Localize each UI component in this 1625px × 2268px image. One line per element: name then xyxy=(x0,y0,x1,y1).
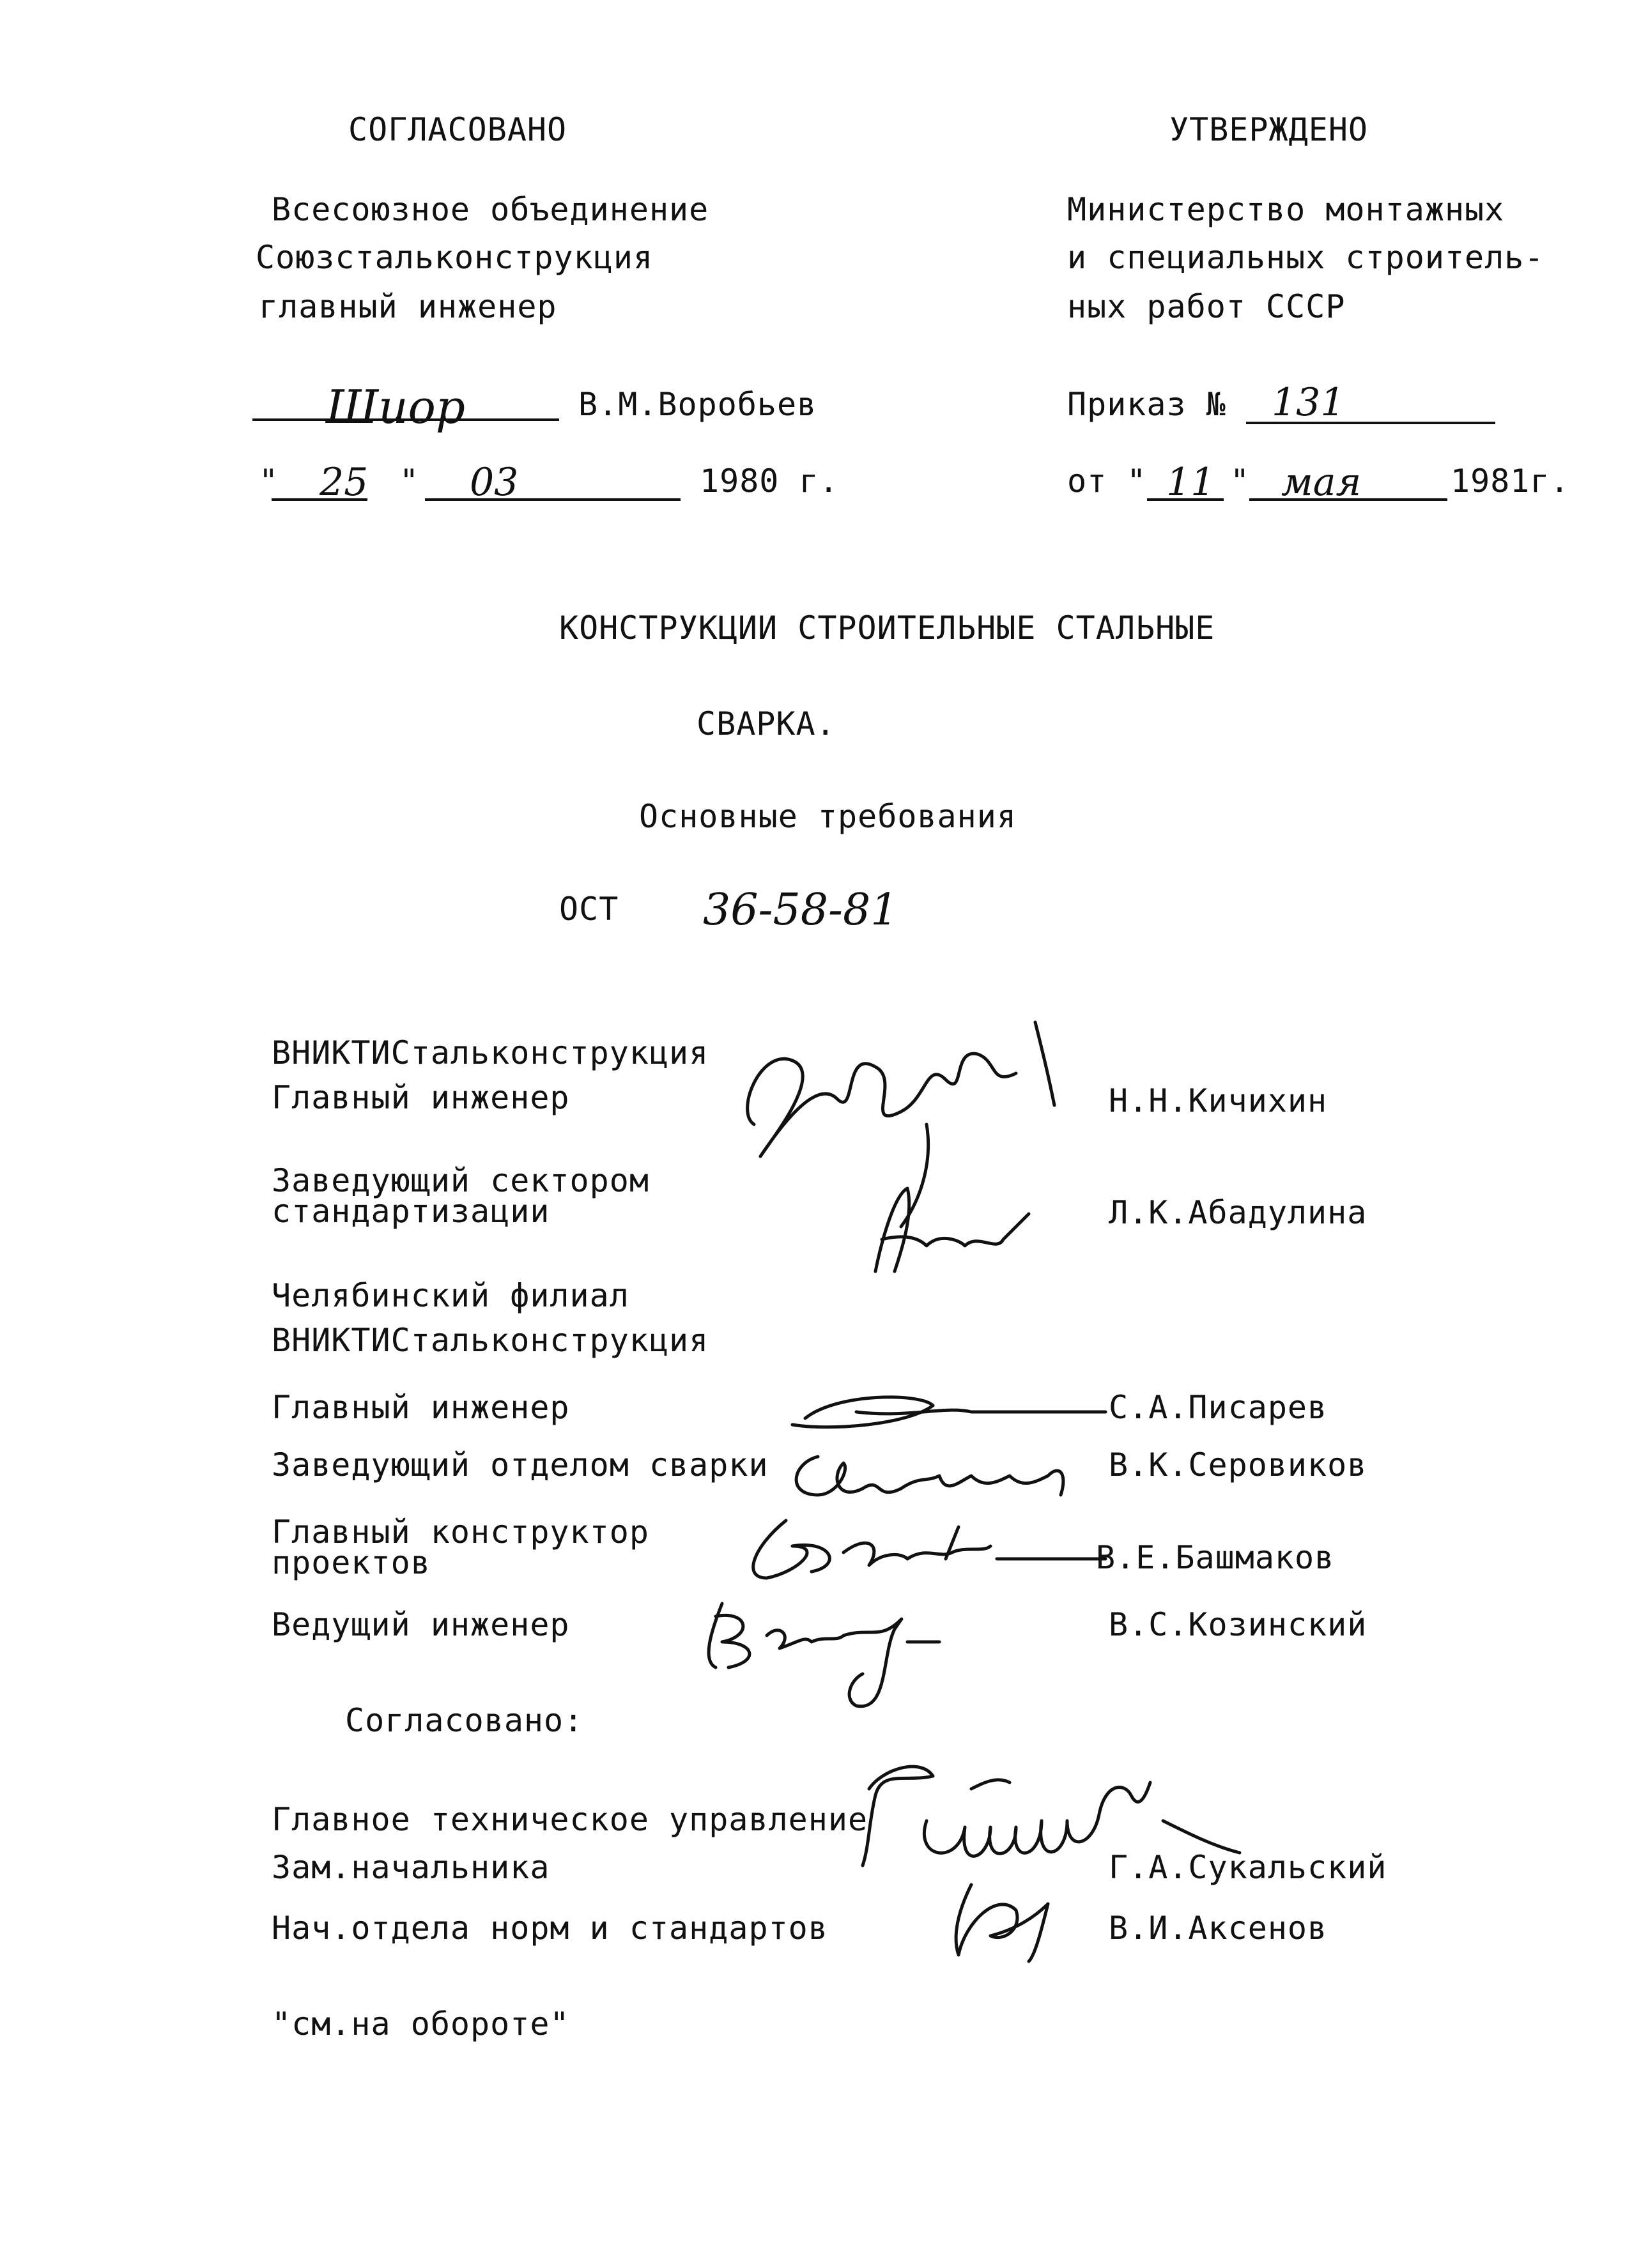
sig1-position: Главный инженер xyxy=(272,1079,570,1116)
sig4-position: Главный инженер xyxy=(272,1389,570,1426)
document-title: КОНСТРУКЦИИ СТРОИТЕЛЬНЫЕ СТАЛЬНЫЕ xyxy=(559,609,1215,647)
right-date-mid-quote: " xyxy=(1230,463,1251,500)
left-signer-name: В.М.Воробьев xyxy=(578,386,817,423)
right-org-line-1: Министерство монтажных xyxy=(1067,191,1505,228)
sig2-name: Л.К.Абадулина xyxy=(1109,1194,1367,1231)
sig6-position-line2: проектов xyxy=(272,1544,431,1581)
signature-abadulina xyxy=(869,1169,1035,1278)
right-date-day: 11 xyxy=(1166,460,1215,505)
right-header-title: УТВЕРЖДЕНО xyxy=(1169,111,1369,148)
left-signature: Шиор xyxy=(326,380,465,434)
agreed-label: Согласовано: xyxy=(345,1702,584,1739)
agreed-entry2-position: Нач.отдела норм и стандартов xyxy=(272,1910,828,1947)
signature-serovikov xyxy=(780,1437,1080,1508)
sig2-position-line2: стандартизации xyxy=(272,1193,550,1230)
sig6-position-line1: Главный конструктор xyxy=(272,1513,649,1551)
document-subtitle: СВАРКА. xyxy=(697,705,836,742)
sig4-name: С.А.Писарев xyxy=(1109,1389,1328,1426)
sig7-name: В.С.Козинский xyxy=(1109,1606,1367,1643)
sig5-position: Заведующий отделом сварки xyxy=(272,1446,769,1483)
sig6-name: В.Е.Башмаков xyxy=(1096,1539,1335,1576)
agreed-org: Главное техническое управление xyxy=(272,1801,868,1838)
signature-kozinsky xyxy=(697,1584,984,1719)
agreed-entry2-name: В.И.Аксенов xyxy=(1109,1910,1328,1947)
order-label: Приказ № xyxy=(1067,386,1226,423)
left-org-line-2: Союзстальконструкция xyxy=(256,239,654,276)
left-date-year: 1980 г. xyxy=(700,463,839,500)
right-date-month: мая xyxy=(1281,460,1362,505)
left-org-line-1: Всесоюзное объединение xyxy=(272,191,709,228)
signature-pisarev xyxy=(780,1386,1112,1444)
sig1-name: Н.Н.Кичихин xyxy=(1109,1082,1328,1119)
document-subject: Основные требования xyxy=(639,798,1017,835)
document-code-number: 36-58-81 xyxy=(703,885,898,935)
right-org-line-2: и специальных строитель- xyxy=(1067,239,1544,276)
left-date-day: 25 xyxy=(320,460,369,505)
right-date-prefix: от " xyxy=(1067,463,1147,500)
left-date-open-quote: " xyxy=(259,463,279,500)
footer-note: "см.на обороте" xyxy=(272,2005,570,2042)
left-date-month-line xyxy=(425,498,681,501)
order-number: 131 xyxy=(1272,380,1345,425)
left-org-line-3: главный инженер xyxy=(259,288,557,325)
sig3-org-line1: Челябинский филиал xyxy=(272,1277,629,1314)
left-date-mid-quote: " xyxy=(399,463,420,500)
left-date-month: 03 xyxy=(470,460,519,505)
agreed-entry1-position: Зам.начальника xyxy=(272,1849,550,1886)
document-code-label: ОСТ xyxy=(559,891,619,928)
right-date-year: 1981г. xyxy=(1451,463,1570,500)
sig2-position-line1: Заведующий сектором xyxy=(272,1162,649,1199)
sig5-name: В.К.Серовиков xyxy=(1109,1446,1367,1483)
sig3-org-line2: ВНИКТИСтальконструкция xyxy=(272,1322,709,1359)
left-header-title: СОГЛАСОВАНО xyxy=(348,111,567,148)
sig7-position: Ведущий инженер xyxy=(272,1606,570,1643)
signature-bashmakov xyxy=(716,1508,1112,1584)
agreed-entry1-name: Г.А.Сукальский xyxy=(1109,1849,1387,1886)
right-org-line-3: ных работ СССР xyxy=(1067,288,1346,325)
sig1-org: ВНИКТИСтальконструкция xyxy=(272,1034,709,1071)
